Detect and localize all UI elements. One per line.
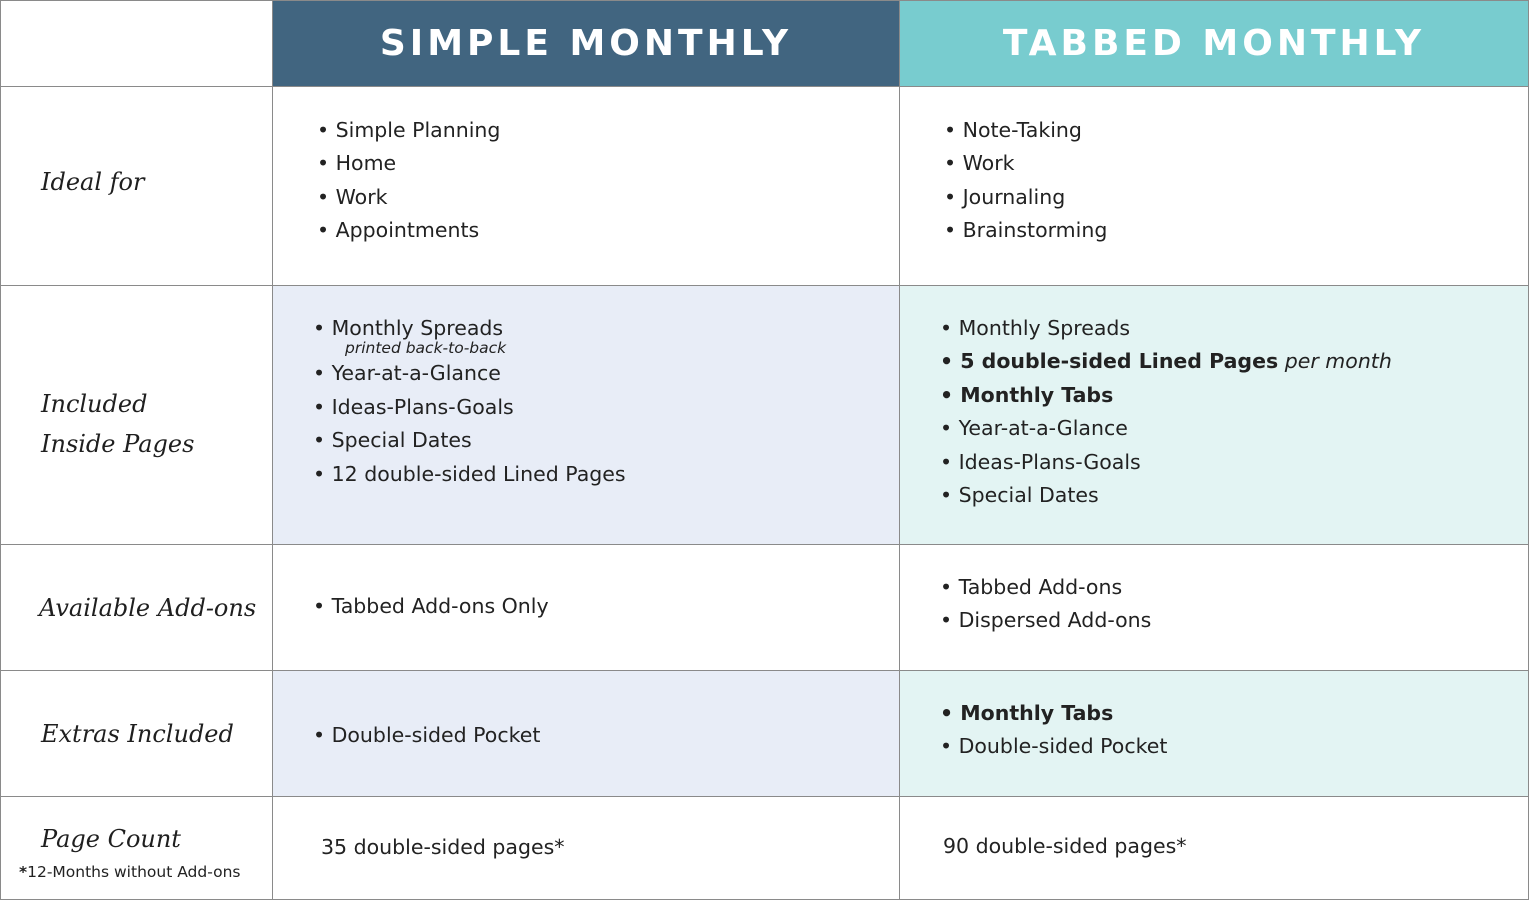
ideal-for-label-cell <box>0 87 273 286</box>
included-tabbed-list <box>940 312 1392 512</box>
extras-label-cell <box>0 671 273 797</box>
tabbed-monthly-header <box>900 0 1529 87</box>
included-simple-cell <box>273 286 900 545</box>
note-text: 12-Months without Add-ons <box>27 863 241 881</box>
ideal-for-simple-list <box>317 114 500 248</box>
list-item: • Tabbed Add-ons Only <box>313 594 549 618</box>
addons-label: Available Add-ons <box>39 594 257 622</box>
included-tabbed-cell <box>900 286 1529 545</box>
list-item: • Year-at-a-Glance <box>940 416 1128 441</box>
ideal-for-tabbed-list <box>944 114 1107 248</box>
list-item: • Ideas-Plans-Goals <box>940 449 1141 474</box>
pagecount-label: Page Count <box>41 825 181 853</box>
list-item: • Work <box>317 184 388 209</box>
bold-text: • 5 double-sided Lined Pages <box>940 349 1279 374</box>
header-empty-cell <box>0 0 273 87</box>
list-item: • Special Dates <box>940 483 1099 508</box>
pagecount-tabbed-cell <box>900 797 1529 900</box>
list-item: • 12 double-sided Lined Pages <box>313 461 626 486</box>
pagecount-note <box>19 863 240 881</box>
bold-text: • Monthly Tabs <box>940 701 1114 725</box>
ideal-for-tabbed-cell <box>900 87 1529 286</box>
list-item: • Monthly Spreads <box>313 316 504 340</box>
list-item: • Dispersed Add-ons <box>940 608 1152 633</box>
addons-tabbed-cell <box>900 545 1529 671</box>
list-item <box>940 697 1167 730</box>
extras-label: Extras Included <box>41 720 234 748</box>
addons-simple-cell <box>273 545 900 671</box>
list-item: • Special Dates <box>313 428 472 453</box>
list-item: • Appointments <box>317 218 480 243</box>
list-item: • Home <box>317 151 397 176</box>
ideal-for-label: Ideal for <box>41 168 145 196</box>
list-item: • Brainstorming <box>944 218 1108 243</box>
list-item: • Ideas-Plans-Goals <box>313 394 514 419</box>
list-item: • Work <box>944 151 1015 176</box>
included-label-line1: Included <box>41 390 148 418</box>
bold-text: • Monthly Tabs <box>940 382 1114 407</box>
included-label-cell <box>0 286 273 545</box>
list-item <box>940 345 1392 378</box>
included-simple-list <box>313 312 626 491</box>
simple-monthly-title: SIMPLE MONTHLY <box>379 23 793 64</box>
simple-monthly-header <box>273 0 900 87</box>
list-item: • Tabbed Add-ons <box>940 575 1123 599</box>
list-item: • Monthly Spreads <box>940 316 1131 340</box>
list-item: • Year-at-a-Glance <box>313 361 501 386</box>
included-label-line2: Inside Pages <box>41 430 195 458</box>
italic-text: per month <box>1278 349 1392 374</box>
list-item: • Note-Taking <box>944 118 1082 142</box>
list-item: • Journaling <box>944 184 1066 209</box>
note-asterisk: * <box>19 863 28 881</box>
ideal-for-simple-cell <box>273 87 900 286</box>
list-item: • Double-sided Pocket <box>940 734 1168 759</box>
list-item: • Simple Planning <box>317 118 501 142</box>
addons-simple-list <box>313 590 549 623</box>
subtext: printed back-to-back <box>345 339 507 358</box>
addons-label-cell <box>0 545 273 671</box>
extras-tabbed-cell <box>900 671 1529 797</box>
extras-tabbed-list <box>940 697 1167 764</box>
pagecount-simple-cell <box>273 797 900 900</box>
pagecount-tabbed-value: 90 double-sided pages* <box>943 834 1187 858</box>
extras-simple-list <box>313 719 540 752</box>
extras-simple-cell <box>273 671 900 797</box>
list-item: • Double-sided Pocket <box>313 723 541 747</box>
list-item <box>940 379 1392 412</box>
pagecount-simple-value: 35 double-sided pages* <box>321 835 565 859</box>
tabbed-monthly-title: TABBED MONTHLY <box>1002 23 1426 64</box>
pagecount-label-cell <box>0 797 273 900</box>
list-item-subtext <box>313 339 626 357</box>
addons-tabbed-list <box>940 571 1151 638</box>
